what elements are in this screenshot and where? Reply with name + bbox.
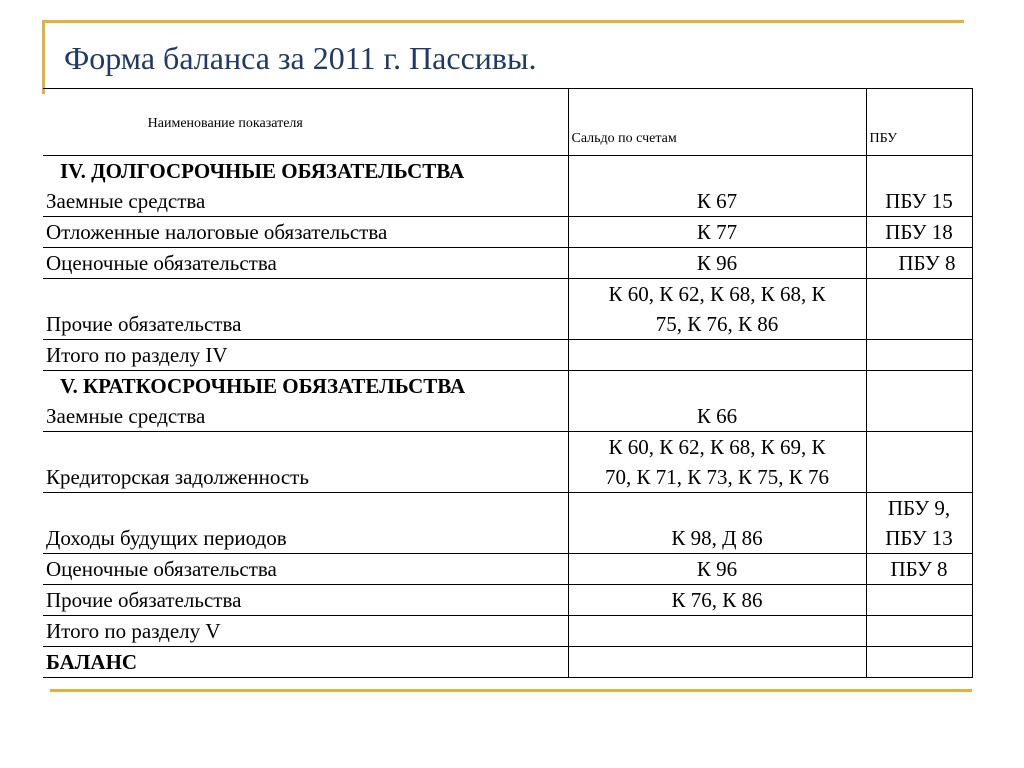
header-name: Наименование показателя bbox=[43, 89, 568, 156]
bottom-accent-line bbox=[50, 689, 972, 692]
row-name: Доходы будущих периодов bbox=[43, 493, 568, 554]
row-pbu bbox=[866, 616, 972, 647]
row-name: Прочие обязательства bbox=[43, 585, 568, 616]
header-pbu: ПБУ bbox=[866, 89, 972, 156]
row-accounts-line: 75, К 76, К 86 bbox=[655, 312, 779, 336]
table-row bbox=[43, 585, 972, 616]
row-name: Отложенные налоговые обязательства bbox=[43, 217, 568, 248]
row-pbu bbox=[866, 371, 972, 432]
row-pbu: ПБУ 8 bbox=[866, 554, 972, 585]
row-pbu-line: ПБУ 9, bbox=[887, 496, 951, 520]
left-accent-line bbox=[42, 20, 45, 94]
row-accounts: К 96 bbox=[568, 554, 866, 585]
table-row bbox=[43, 616, 972, 647]
table-row bbox=[43, 432, 972, 493]
row-accounts bbox=[568, 616, 866, 647]
table-row bbox=[43, 340, 972, 371]
row-pbu bbox=[866, 585, 972, 616]
row-accounts-cell bbox=[568, 432, 866, 493]
header-accounts: Сальдо по счетам bbox=[568, 89, 866, 156]
row-accounts bbox=[568, 647, 866, 678]
row-name: Заемные средства bbox=[46, 404, 206, 428]
section-heading: IV. ДОЛГОСРОЧНЫЕ ОБЯЗАТЕЛЬСТВА bbox=[60, 159, 465, 183]
row-accounts: К 76, К 86 bbox=[568, 585, 866, 616]
row-name: Оценочные обязательства bbox=[43, 554, 568, 585]
row-accounts: К 98, Д 86 bbox=[568, 493, 866, 554]
row-pbu-cell bbox=[866, 493, 972, 554]
row-name: Итого по разделу V bbox=[43, 616, 568, 647]
row-accounts: К 66 bbox=[568, 371, 866, 432]
row-accounts-line: К 60, К 62, К 68, К 68, К bbox=[608, 282, 826, 306]
balance-table bbox=[43, 88, 973, 678]
row-pbu: ПБУ 18 bbox=[866, 217, 972, 248]
row-name-cell bbox=[43, 156, 568, 217]
table-row bbox=[43, 279, 972, 340]
row-accounts-line: К 60, К 62, К 68, К 69, К bbox=[608, 435, 826, 459]
table-row bbox=[43, 217, 972, 248]
row-pbu-line: ПБУ 13 bbox=[885, 526, 953, 550]
row-name: Заемные средства bbox=[46, 189, 206, 213]
table-row bbox=[43, 248, 972, 279]
row-accounts-line: 70, К 71, К 73, К 75, К 76 bbox=[604, 465, 830, 489]
table-row bbox=[43, 647, 972, 678]
row-name-cell bbox=[43, 371, 568, 432]
row-pbu bbox=[866, 432, 972, 493]
slide-title: Форма баланса за 2011 г. Пассивы. bbox=[64, 40, 537, 76]
row-accounts: К 77 bbox=[568, 217, 866, 248]
table-row bbox=[43, 156, 972, 217]
row-name: Оценочные обязательства bbox=[43, 248, 568, 279]
table-row bbox=[43, 371, 972, 432]
table-header-row bbox=[43, 89, 972, 156]
table-row bbox=[43, 554, 972, 585]
row-name: Кредиторская задолженность bbox=[43, 432, 568, 493]
row-name: Прочие обязательства bbox=[43, 279, 568, 340]
balance-total-label: БАЛАНС bbox=[43, 647, 568, 678]
table-row bbox=[43, 493, 972, 554]
top-accent-line bbox=[42, 20, 964, 23]
row-pbu bbox=[866, 279, 972, 340]
section-heading: V. КРАТКОСРОЧНЫЕ ОБЯЗАТЕЛЬСТВА bbox=[60, 374, 466, 398]
row-pbu: ПБУ 15 bbox=[866, 156, 972, 217]
row-accounts: К 96 bbox=[568, 248, 866, 279]
row-accounts: К 67 bbox=[568, 156, 866, 217]
row-accounts-cell bbox=[568, 279, 866, 340]
row-pbu bbox=[866, 340, 972, 371]
row-pbu bbox=[866, 647, 972, 678]
row-accounts bbox=[568, 340, 866, 371]
row-name: Итого по разделу IV bbox=[43, 340, 568, 371]
row-pbu: ПБУ 8 bbox=[866, 248, 972, 279]
